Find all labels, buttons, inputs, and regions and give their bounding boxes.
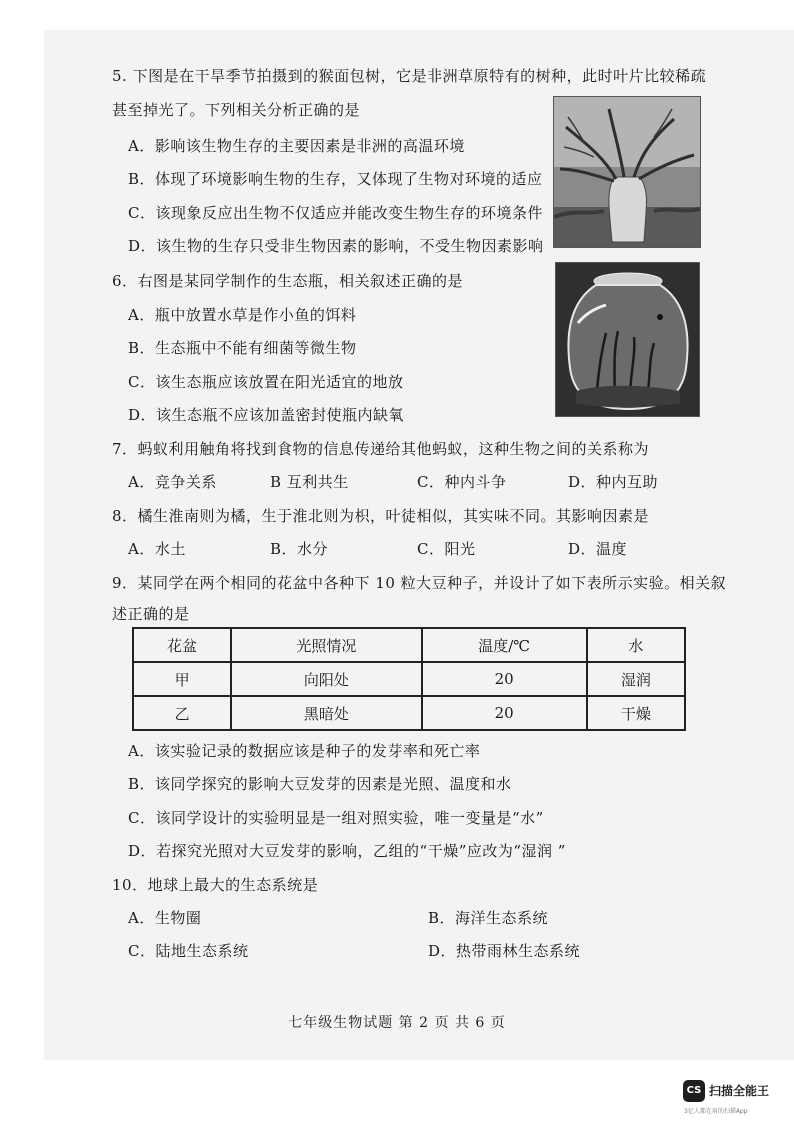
q5-option-b: B．体现了环境影响生物的生存，又体现了生物对环境的适应	[128, 170, 543, 188]
table-cell: 黑暗处	[231, 696, 421, 730]
q8-option-d: D．温度	[568, 540, 628, 558]
q8-option-c: C．阳光	[417, 540, 476, 558]
q9-option-a: A．该实验记录的数据应该是种子的发芽率和死亡率	[128, 742, 481, 760]
q8-option-a: A．水土	[128, 540, 186, 558]
q10-stem: 10．地球上最大的生态系统是	[112, 876, 319, 894]
camscanner-tagline: 3亿人都在用的扫描App	[684, 1108, 748, 1115]
q10-option-b: B．海洋生态系统	[428, 909, 549, 927]
q6-option-c: C．该生态瓶应该放置在阳光适宜的地放	[128, 373, 404, 391]
table-cell: 20	[422, 662, 587, 696]
table-header-cell: 光照情况	[231, 628, 421, 662]
q8-option-b: B．水分	[270, 540, 329, 558]
q6-option-d: D．该生态瓶不应该加盖密封使瓶内缺氧	[128, 406, 405, 424]
table-cell: 20	[422, 696, 587, 730]
q7-stem: 7．蚂蚁利用触角将找到食物的信息传递给其他蚂蚁，这种生物之间的关系称为	[112, 440, 650, 458]
table-row	[133, 696, 685, 730]
table-header-cell: 花盆	[133, 628, 231, 662]
q10-option-d: D．热带雨林生态系统	[428, 942, 581, 960]
camscanner-watermark	[683, 1080, 788, 1120]
camscanner-logo-icon: CS	[683, 1080, 705, 1102]
table-cell: 向阳处	[231, 662, 421, 696]
table-header-row	[133, 628, 685, 662]
q7-option-d: D．种内互助	[568, 473, 659, 491]
table-header-cell: 温度/℃	[422, 628, 587, 662]
q6-stem: 6．右图是某同学制作的生态瓶，相关叙述正确的是	[112, 272, 464, 290]
q5-stem-line-2: 甚至掉光了。下列相关分析正确的是	[112, 101, 361, 119]
q9-option-d: D．若探究光照对大豆发芽的影响，乙组的“干燥”应改为“湿润 ”	[128, 842, 566, 860]
q5-option-d: D．该生物的生存只受非生物因素的影响，不受生物因素影响	[128, 237, 544, 255]
table-cell: 湿润	[587, 662, 685, 696]
table-cell: 乙	[133, 696, 231, 730]
q7-option-c: C．种内斗争	[417, 473, 507, 491]
q7-option-b: B 互利共生	[270, 473, 349, 491]
q10-option-a: A．生物圈	[128, 909, 202, 927]
q9-stem-line-2: 述正确的是	[112, 605, 190, 623]
baobab-tree-photo	[553, 96, 701, 248]
table-cell: 干燥	[587, 696, 685, 730]
experiment-table	[132, 627, 686, 731]
q9-option-c: C．该同学设计的实验明显是一组对照实验，唯一变量是“水”	[128, 809, 544, 827]
camscanner-brand-name: 扫描全能王	[709, 1084, 770, 1098]
q7-option-a: A．竞争关系	[128, 473, 217, 491]
table-row	[133, 662, 685, 696]
q5-option-a: A．影响该生物生存的主要因素是非洲的高温环境	[128, 137, 465, 155]
q5-option-c: C．该现象反应出生物不仅适应并能改变生物生存的环境条件	[128, 204, 543, 222]
q9-stem-line-1: 9．某同学在两个相同的花盆中各种下 10 粒大豆种子，并设计了如下表所示实验。相关叙	[112, 574, 727, 592]
ecological-bottle-photo	[555, 262, 700, 417]
q5-stem-line-1: 5. 下图是在干旱季节拍摄到的猴面包树，它是非洲草原特有的树种，此时叶片比较稀疏	[112, 67, 707, 85]
q6-option-a: A．瓶中放置水草是作小鱼的饵料	[128, 306, 357, 324]
q6-option-b: B．生态瓶中不能有细菌等微生物	[128, 339, 357, 357]
q8-stem: 8．橘生淮南则为橘，生于淮北则为枳，叶徒相似，其实味不同。其影响因素是	[112, 507, 650, 525]
page-footer: 七年级生物试题 第 2 页 共 6 页	[288, 1015, 506, 1031]
table-header-cell: 水	[587, 628, 685, 662]
q9-option-b: B．该同学探究的影响大豆发芽的因素是光照、温度和水	[128, 775, 512, 793]
table-cell: 甲	[133, 662, 231, 696]
q10-option-c: C．陆地生态系统	[128, 942, 249, 960]
